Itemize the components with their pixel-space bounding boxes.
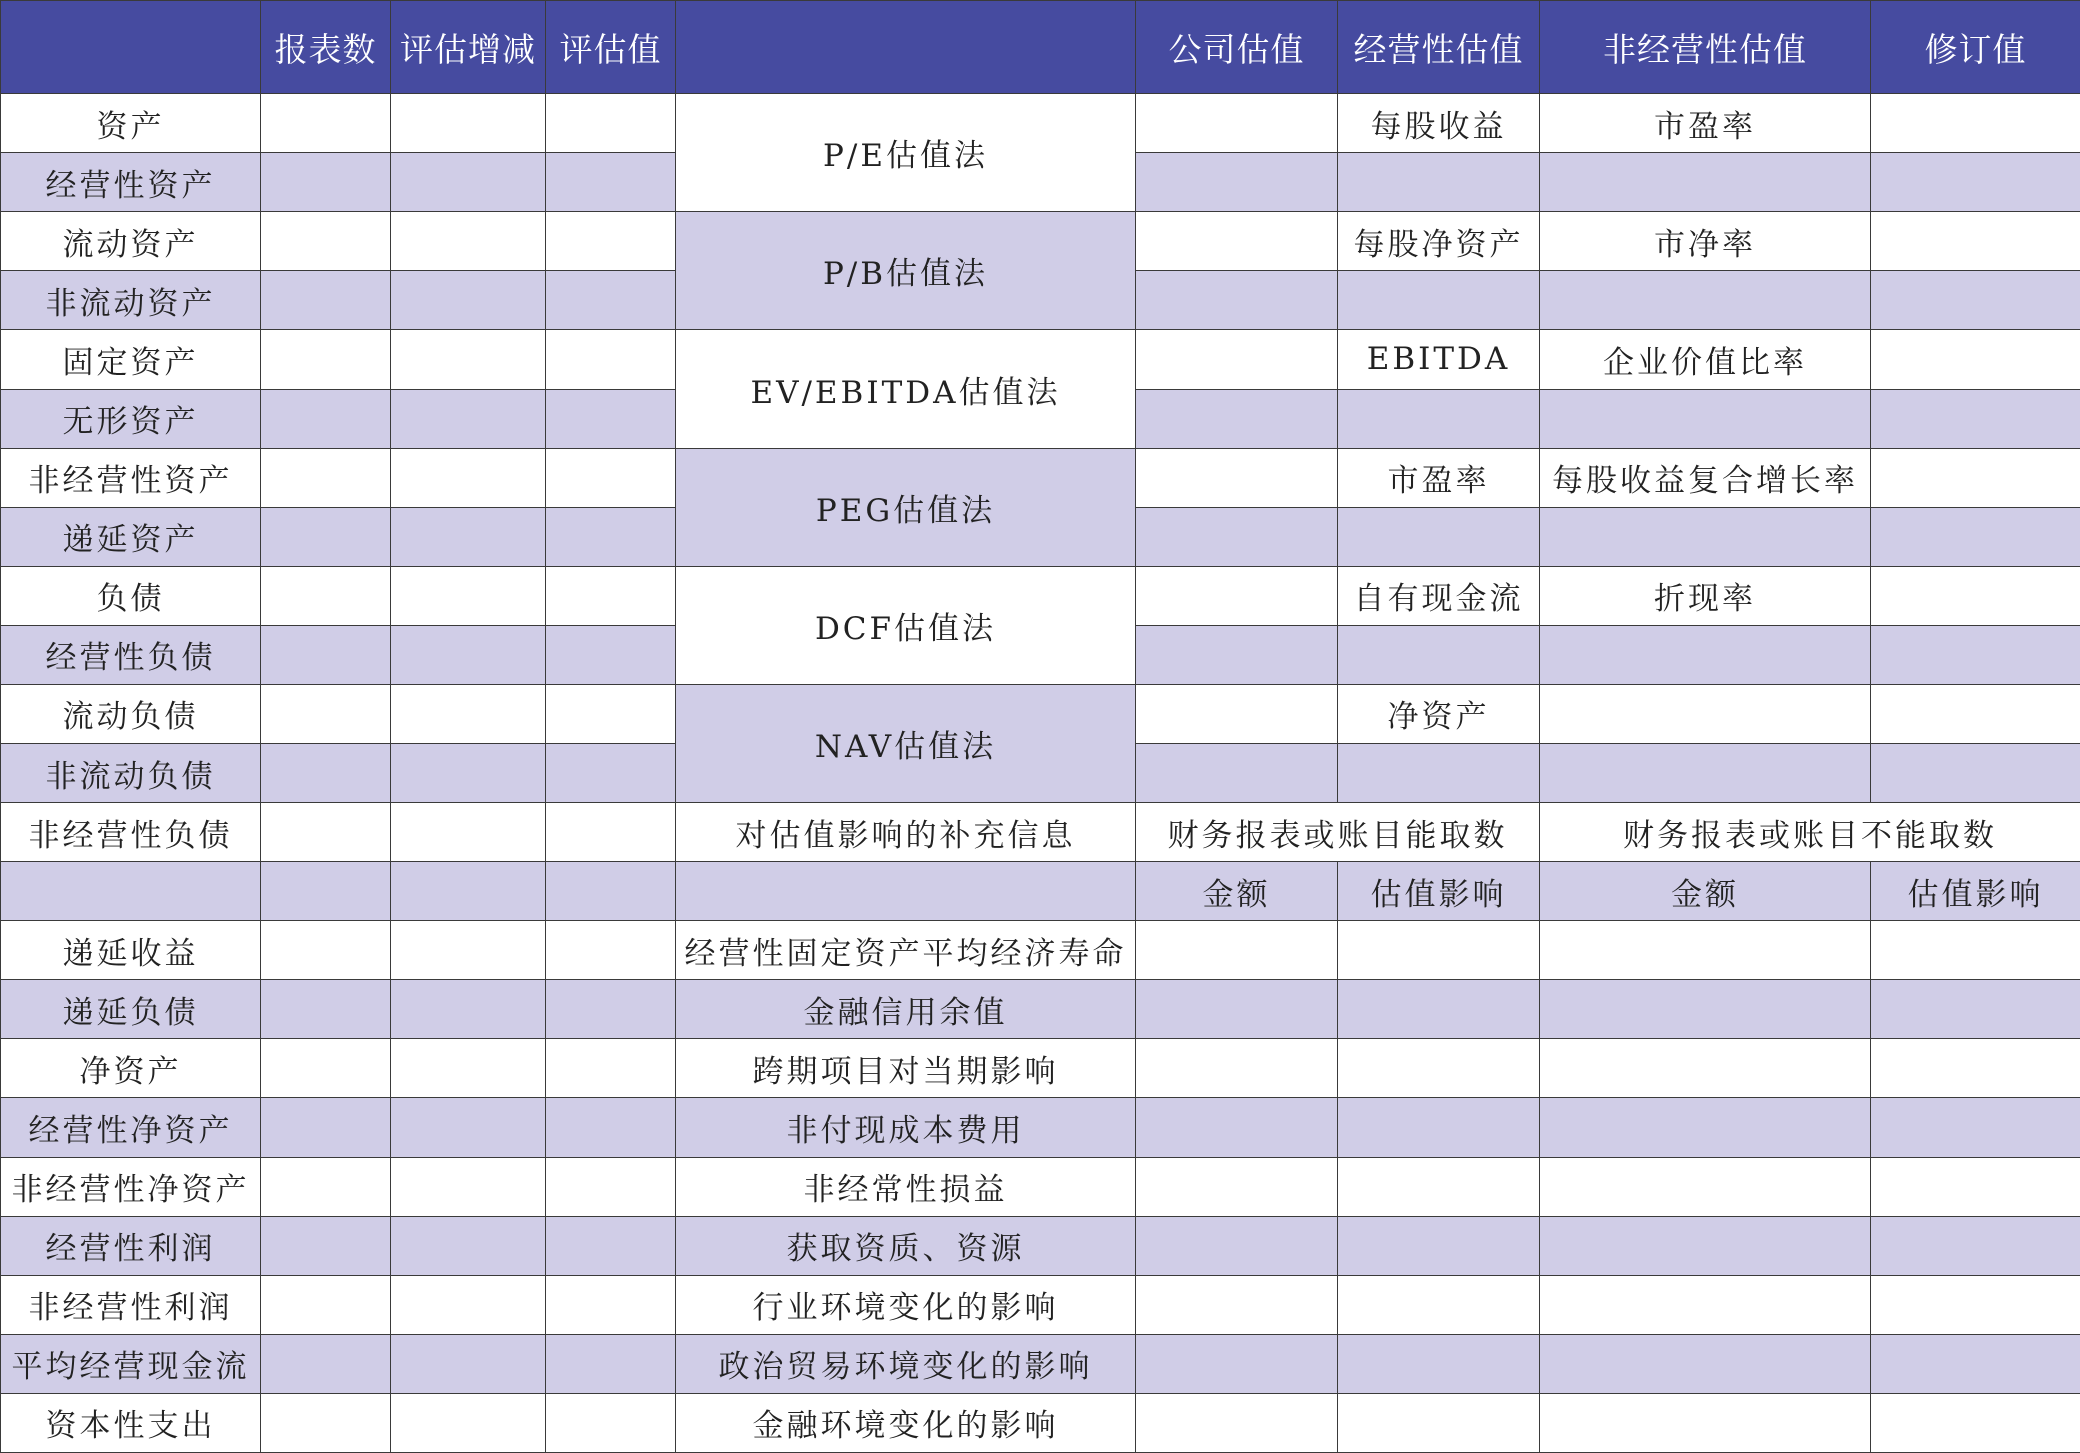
row-label: 非经营性负债: [1, 803, 261, 862]
value-cell: [1338, 743, 1540, 802]
value-cell: [1136, 271, 1338, 330]
value-cell: [1136, 684, 1338, 743]
value-cell: [1871, 980, 2080, 1039]
value-cell: [546, 743, 676, 802]
header-cell: 非经营性估值: [1540, 1, 1871, 94]
value-cell: [1136, 1157, 1338, 1216]
value-cell: [1136, 330, 1338, 389]
value-cell: [1136, 94, 1338, 153]
value-cell: [1871, 1334, 2080, 1393]
value-cell: [1136, 743, 1338, 802]
value-cell: [1540, 743, 1871, 802]
value-cell: [261, 1157, 391, 1216]
value-cell: [1136, 1098, 1338, 1157]
table-row: [1, 862, 2080, 921]
method-name: DCF估值法: [676, 566, 1136, 684]
header-cell: [676, 1, 1136, 94]
value-cell: [1338, 271, 1540, 330]
value-cell: [261, 153, 391, 212]
header-cell: 经营性估值: [1338, 1, 1540, 94]
supplement-item: 政治贸易环境变化的影响: [676, 1334, 1136, 1393]
value-cell: [1871, 153, 2080, 212]
method-ratio: 市净率: [1540, 212, 1871, 271]
value-cell: [1540, 271, 1871, 330]
value-cell: [1871, 94, 2080, 153]
value-cell: [546, 507, 676, 566]
value-cell: [1871, 1393, 2080, 1452]
value-cell: [261, 684, 391, 743]
value-cell: [1540, 625, 1871, 684]
supplement-title: 对估值影响的补充信息: [676, 803, 1136, 862]
supplement-item: 经营性固定资产平均经济寿命: [676, 921, 1136, 980]
value-cell: [391, 94, 546, 153]
value-cell: [1871, 684, 2080, 743]
value-cell: [546, 389, 676, 448]
value-cell: [261, 1098, 391, 1157]
value-cell: [546, 684, 676, 743]
value-cell: [1136, 1334, 1338, 1393]
method-ratio: 市盈率: [1540, 94, 1871, 153]
value-cell: [1136, 1393, 1338, 1452]
value-cell: [391, 212, 546, 271]
method-name: PEG估值法: [676, 448, 1136, 566]
value-cell: [1338, 1393, 1540, 1452]
value-cell: [1540, 507, 1871, 566]
row-label: 流动资产: [1, 212, 261, 271]
value-cell: [1871, 1157, 2080, 1216]
value-cell: [261, 1334, 391, 1393]
header-cell: 报表数: [261, 1, 391, 94]
value-cell: [1540, 921, 1871, 980]
row-label: 递延收益: [1, 921, 261, 980]
value-cell: [391, 980, 546, 1039]
row-label: [1, 862, 261, 921]
value-cell: [546, 566, 676, 625]
supplement-item: 非付现成本费用: [676, 1098, 1136, 1157]
header-cell: 评估值: [546, 1, 676, 94]
value-cell: [546, 1157, 676, 1216]
table-row: [1, 1157, 2080, 1216]
value-cell: [546, 862, 676, 921]
row-label: 递延资产: [1, 507, 261, 566]
value-cell: [391, 1098, 546, 1157]
value-cell: [391, 271, 546, 330]
supplement-item: 跨期项目对当期影响: [676, 1039, 1136, 1098]
value-cell: [1871, 212, 2080, 271]
row-label: 非经营性净资产: [1, 1157, 261, 1216]
value-cell: [1136, 389, 1338, 448]
value-cell: [261, 1275, 391, 1334]
value-cell: [1871, 625, 2080, 684]
supplement-item: 行业环境变化的影响: [676, 1275, 1136, 1334]
row-label: 非流动负债: [1, 743, 261, 802]
method-input: EBITDA: [1338, 330, 1540, 389]
value-cell: [546, 625, 676, 684]
value-cell: [546, 1334, 676, 1393]
value-cell: [391, 566, 546, 625]
value-cell: [1871, 1275, 2080, 1334]
table-row: [1, 94, 2080, 153]
value-cell: [261, 803, 391, 862]
value-cell: [1136, 448, 1338, 507]
method-name: P/E估值法: [676, 94, 1136, 212]
value-cell: [546, 94, 676, 153]
value-cell: [261, 94, 391, 153]
value-cell: [1338, 980, 1540, 1039]
value-cell: [1871, 271, 2080, 330]
value-cell: [261, 330, 391, 389]
value-cell: [391, 803, 546, 862]
value-cell: [1540, 1157, 1871, 1216]
value-cell: [1540, 389, 1871, 448]
value-cell: [391, 1039, 546, 1098]
method-input: 每股净资产: [1338, 212, 1540, 271]
value-cell: [1540, 1039, 1871, 1098]
value-cell: [261, 862, 391, 921]
method-ratio: 企业价值比率: [1540, 330, 1871, 389]
value-cell: [1540, 1393, 1871, 1452]
method-input: 每股收益: [1338, 94, 1540, 153]
value-cell: [261, 625, 391, 684]
value-cell: [391, 330, 546, 389]
value-cell: [1540, 1334, 1871, 1393]
value-cell: [1871, 330, 2080, 389]
value-cell: [261, 212, 391, 271]
value-cell: [546, 1275, 676, 1334]
value-cell: [391, 1275, 546, 1334]
method-ratio: 每股收益复合增长率: [1540, 448, 1871, 507]
value-cell: [391, 862, 546, 921]
value-cell: [546, 330, 676, 389]
value-cell: [546, 153, 676, 212]
value-cell: [546, 803, 676, 862]
value-cell: [1338, 1275, 1540, 1334]
value-cell: [1338, 153, 1540, 212]
value-cell: [261, 980, 391, 1039]
value-cell: [391, 684, 546, 743]
value-cell: [391, 448, 546, 507]
row-label: 资本性支出: [1, 1393, 261, 1452]
method-ratio: 折现率: [1540, 566, 1871, 625]
value-cell: [1871, 1216, 2080, 1275]
sub-header: 估值影响: [1871, 862, 2080, 921]
method-ratio: [1540, 684, 1871, 743]
value-cell: [391, 507, 546, 566]
value-cell: [1338, 625, 1540, 684]
value-cell: [1136, 566, 1338, 625]
table-row: [1, 921, 2080, 980]
row-label: 经营性利润: [1, 1216, 261, 1275]
sub-header: 金额: [1136, 862, 1338, 921]
row-label: 负债: [1, 566, 261, 625]
value-cell: [261, 448, 391, 507]
value-cell: [261, 1216, 391, 1275]
supplement-item: 获取资质、资源: [676, 1216, 1136, 1275]
value-cell: [1338, 1216, 1540, 1275]
row-label: 经营性负债: [1, 625, 261, 684]
value-cell: [1540, 1098, 1871, 1157]
table-row: [1, 330, 2080, 389]
header-cell: [1, 1, 261, 94]
table-row: [1, 1098, 2080, 1157]
value-cell: [261, 1039, 391, 1098]
value-cell: [1871, 507, 2080, 566]
value-cell: [546, 980, 676, 1039]
supplement-item: 金融环境变化的影响: [676, 1393, 1136, 1452]
table-row: [1, 1393, 2080, 1452]
value-cell: [261, 566, 391, 625]
value-cell: [1540, 1275, 1871, 1334]
value-cell: [1136, 507, 1338, 566]
value-cell: [546, 1098, 676, 1157]
row-label: 经营性资产: [1, 153, 261, 212]
value-cell: [261, 1393, 391, 1452]
value-cell: [1136, 1216, 1338, 1275]
row-label: 递延负债: [1, 980, 261, 1039]
can-fetch-header: 财务报表或账目能取数: [1136, 803, 1540, 862]
row-label: 固定资产: [1, 330, 261, 389]
header-cell: 公司估值: [1136, 1, 1338, 94]
value-cell: [1136, 1039, 1338, 1098]
method-name: P/B估值法: [676, 212, 1136, 330]
value-cell: [546, 1393, 676, 1452]
value-cell: [1338, 1334, 1540, 1393]
value-cell: [1338, 1157, 1540, 1216]
sub-header: 估值影响: [1338, 862, 1540, 921]
table-row: [1, 803, 2080, 862]
row-label: 经营性净资产: [1, 1098, 261, 1157]
value-cell: [1338, 389, 1540, 448]
method-name: NAV估值法: [676, 684, 1136, 802]
value-cell: [1136, 153, 1338, 212]
value-cell: [1338, 921, 1540, 980]
row-label: 平均经营现金流: [1, 1334, 261, 1393]
value-cell: [546, 212, 676, 271]
value-cell: [391, 1157, 546, 1216]
table-row: [1, 566, 2080, 625]
method-name: EV/EBITDA估值法: [676, 330, 1136, 448]
row-label: 非流动资产: [1, 271, 261, 330]
value-cell: [1540, 1216, 1871, 1275]
value-cell: [1540, 980, 1871, 1039]
value-cell: [261, 921, 391, 980]
value-cell: [1871, 448, 2080, 507]
value-cell: [1540, 153, 1871, 212]
value-cell: [546, 921, 676, 980]
table-row: [1, 212, 2080, 271]
value-cell: [1338, 1098, 1540, 1157]
value-cell: [1136, 980, 1338, 1039]
value-cell: [546, 271, 676, 330]
supplement-item: 非经常性损益: [676, 1157, 1136, 1216]
sub-header: 金额: [1540, 862, 1871, 921]
value-cell: [1136, 212, 1338, 271]
table-row: [1, 684, 2080, 743]
value-cell: [391, 743, 546, 802]
value-cell: [391, 1334, 546, 1393]
cannot-fetch-header: 财务报表或账目不能取数: [1540, 803, 2080, 862]
value-cell: [1871, 389, 2080, 448]
header-row: [1, 1, 2080, 94]
value-cell: [391, 1393, 546, 1452]
value-cell: [1136, 625, 1338, 684]
value-cell: [391, 389, 546, 448]
value-cell: [1871, 1098, 2080, 1157]
value-cell: [1871, 1039, 2080, 1098]
table-row: [1, 1275, 2080, 1334]
value-cell: [261, 271, 391, 330]
value-cell: [391, 625, 546, 684]
value-cell: [1136, 1275, 1338, 1334]
row-label: 流动负债: [1, 684, 261, 743]
value-cell: [1338, 1039, 1540, 1098]
row-label: 资产: [1, 94, 261, 153]
value-cell: [546, 1039, 676, 1098]
value-cell: [1136, 921, 1338, 980]
value-cell: [391, 921, 546, 980]
value-cell: [1338, 507, 1540, 566]
method-input: 净资产: [1338, 684, 1540, 743]
table-row: [1, 1216, 2080, 1275]
header-cell: 评估增减: [391, 1, 546, 94]
method-input: 市盈率: [1338, 448, 1540, 507]
method-input: 自有现金流: [1338, 566, 1540, 625]
row-label: 非经营性资产: [1, 448, 261, 507]
value-cell: [546, 1216, 676, 1275]
table-row: [1, 1039, 2080, 1098]
table-row: [1, 1334, 2080, 1393]
value-cell: [1871, 921, 2080, 980]
header-cell: 修订值: [1871, 1, 2080, 94]
row-label: 净资产: [1, 1039, 261, 1098]
value-cell: [261, 743, 391, 802]
value-cell: [261, 507, 391, 566]
table-row: [1, 980, 2080, 1039]
table-row: [1, 448, 2080, 507]
value-cell: [676, 862, 1136, 921]
value-cell: [391, 153, 546, 212]
supplement-item: 金融信用余值: [676, 980, 1136, 1039]
row-label: 非经营性利润: [1, 1275, 261, 1334]
value-cell: [391, 1216, 546, 1275]
value-cell: [1871, 743, 2080, 802]
value-cell: [261, 389, 391, 448]
row-label: 无形资产: [1, 389, 261, 448]
value-cell: [1871, 566, 2080, 625]
value-cell: [546, 448, 676, 507]
